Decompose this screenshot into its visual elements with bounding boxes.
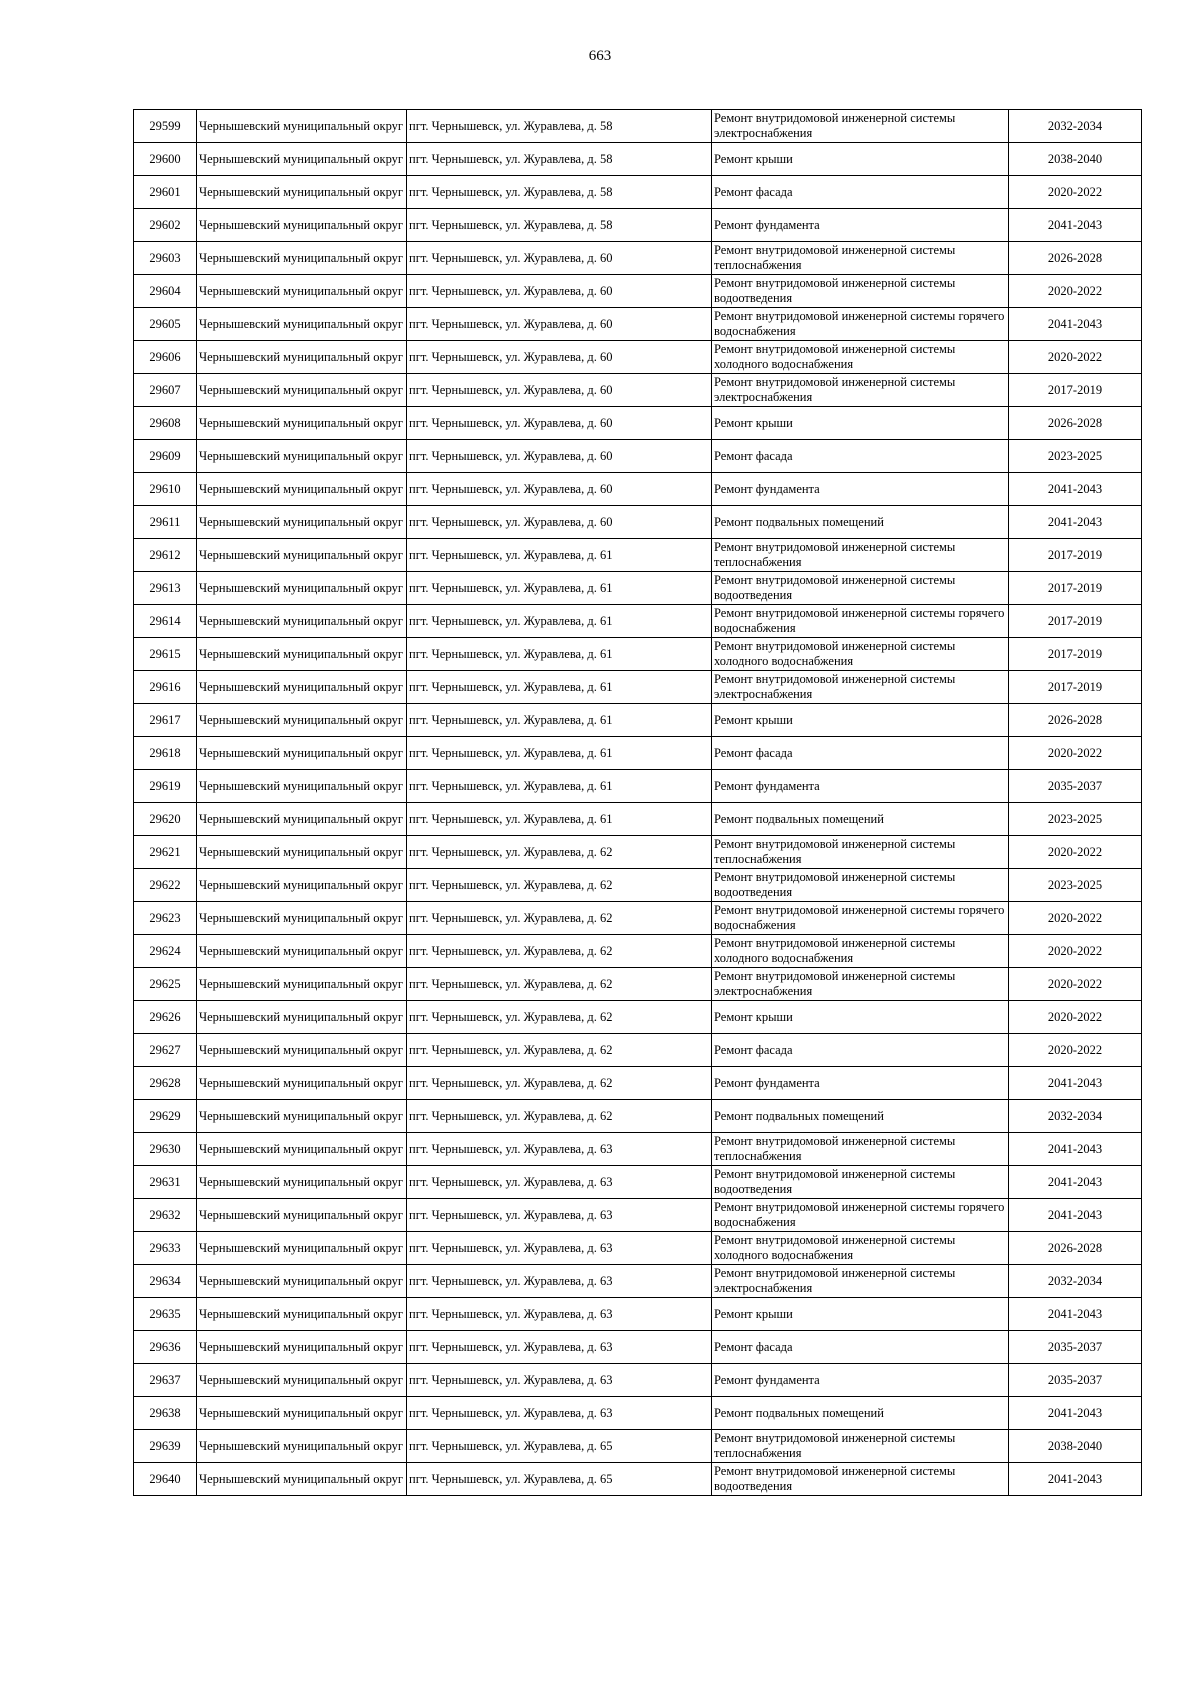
municipality-cell: Чернышевский муниципальный округ bbox=[197, 1001, 407, 1034]
work-type-cell: Ремонт внутридомовой инженерной системы теплоснабжения bbox=[712, 242, 1009, 275]
work-type-cell: Ремонт внутридомовой инженерной системы водоотведения bbox=[712, 1463, 1009, 1496]
municipality-cell: Чернышевский муниципальный округ bbox=[197, 1166, 407, 1199]
work-type-cell: Ремонт внутридомовой инженерной системы холодного водоснабжения bbox=[712, 935, 1009, 968]
table-row bbox=[134, 803, 1142, 836]
address-cell: пгт. Чернышевск, ул. Журавлева, д. 60 bbox=[407, 308, 712, 341]
row-number-cell: 29628 bbox=[134, 1067, 197, 1100]
page-number: 663 bbox=[588, 48, 612, 64]
period-cell: 2017-2019 bbox=[1009, 539, 1142, 572]
municipality-cell: Чернышевский муниципальный округ bbox=[197, 506, 407, 539]
work-type-cell: Ремонт внутридомовой инженерной системы водоотведения bbox=[712, 275, 1009, 308]
work-type-cell: Ремонт фасада bbox=[712, 176, 1009, 209]
period-cell: 2020-2022 bbox=[1009, 176, 1142, 209]
row-number-cell: 29613 bbox=[134, 572, 197, 605]
work-type-cell: Ремонт внутридомовой инженерной системы электроснабжения bbox=[712, 1265, 1009, 1298]
address-cell: пгт. Чернышевск, ул. Журавлева, д. 63 bbox=[407, 1199, 712, 1232]
address-cell: пгт. Чернышевск, ул. Журавлева, д. 60 bbox=[407, 473, 712, 506]
period-cell: 2020-2022 bbox=[1009, 836, 1142, 869]
table-row bbox=[134, 308, 1142, 341]
address-cell: пгт. Чернышевск, ул. Журавлева, д. 63 bbox=[407, 1166, 712, 1199]
table-row bbox=[134, 1463, 1142, 1496]
work-type-cell: Ремонт внутридомовой инженерной системы электроснабжения bbox=[712, 968, 1009, 1001]
address-cell: пгт. Чернышевск, ул. Журавлева, д. 60 bbox=[407, 242, 712, 275]
table-row bbox=[134, 704, 1142, 737]
period-cell: 2017-2019 bbox=[1009, 374, 1142, 407]
period-cell: 2026-2028 bbox=[1009, 242, 1142, 275]
row-number-cell: 29623 bbox=[134, 902, 197, 935]
period-cell: 2020-2022 bbox=[1009, 1001, 1142, 1034]
municipality-cell: Чернышевский муниципальный округ bbox=[197, 473, 407, 506]
row-number-cell: 29639 bbox=[134, 1430, 197, 1463]
table-row bbox=[134, 341, 1142, 374]
address-cell: пгт. Чернышевск, ул. Журавлева, д. 61 bbox=[407, 737, 712, 770]
table-row bbox=[134, 869, 1142, 902]
table-row bbox=[134, 935, 1142, 968]
work-type-cell: Ремонт подвальных помещений bbox=[712, 803, 1009, 836]
work-type-cell: Ремонт подвальных помещений bbox=[712, 1397, 1009, 1430]
row-number-cell: 29640 bbox=[134, 1463, 197, 1496]
work-type-cell: Ремонт фасада bbox=[712, 737, 1009, 770]
work-type-cell: Ремонт внутридомовой инженерной системы холодного водоснабжения bbox=[712, 638, 1009, 671]
period-cell: 2020-2022 bbox=[1009, 1034, 1142, 1067]
municipality-cell: Чернышевский муниципальный округ bbox=[197, 803, 407, 836]
municipality-cell: Чернышевский муниципальный округ bbox=[197, 1397, 407, 1430]
address-cell: пгт. Чернышевск, ул. Журавлева, д. 63 bbox=[407, 1265, 712, 1298]
row-number-cell: 29635 bbox=[134, 1298, 197, 1331]
municipality-cell: Чернышевский муниципальный округ bbox=[197, 605, 407, 638]
address-cell: пгт. Чернышевск, ул. Журавлева, д. 61 bbox=[407, 638, 712, 671]
work-type-cell: Ремонт внутридомовой инженерной системы электроснабжения bbox=[712, 671, 1009, 704]
work-type-cell: Ремонт подвальных помещений bbox=[712, 1100, 1009, 1133]
row-number-cell: 29638 bbox=[134, 1397, 197, 1430]
work-type-cell: Ремонт внутридомовой инженерной системы водоотведения bbox=[712, 572, 1009, 605]
row-number-cell: 29608 bbox=[134, 407, 197, 440]
work-type-cell: Ремонт внутридомовой инженерной системы холодного водоснабжения bbox=[712, 341, 1009, 374]
work-type-cell: Ремонт фасада bbox=[712, 1331, 1009, 1364]
address-cell: пгт. Чернышевск, ул. Журавлева, д. 62 bbox=[407, 1067, 712, 1100]
municipality-cell: Чернышевский муниципальный округ bbox=[197, 572, 407, 605]
row-number-cell: 29599 bbox=[134, 110, 197, 143]
period-cell: 2020-2022 bbox=[1009, 935, 1142, 968]
work-type-cell: Ремонт внутридомовой инженерной системы водоотведения bbox=[712, 869, 1009, 902]
municipality-cell: Чернышевский муниципальный округ bbox=[197, 1199, 407, 1232]
period-cell: 2035-2037 bbox=[1009, 1331, 1142, 1364]
table-row bbox=[134, 143, 1142, 176]
address-cell: пгт. Чернышевск, ул. Журавлева, д. 61 bbox=[407, 671, 712, 704]
address-cell: пгт. Чернышевск, ул. Журавлева, д. 61 bbox=[407, 572, 712, 605]
address-cell: пгт. Чернышевск, ул. Журавлева, д. 61 bbox=[407, 770, 712, 803]
table-row bbox=[134, 1430, 1142, 1463]
row-number-cell: 29619 bbox=[134, 770, 197, 803]
address-cell: пгт. Чернышевск, ул. Журавлева, д. 58 bbox=[407, 176, 712, 209]
address-cell: пгт. Чернышевск, ул. Журавлева, д. 63 bbox=[407, 1397, 712, 1430]
period-cell: 2041-2043 bbox=[1009, 1067, 1142, 1100]
row-number-cell: 29631 bbox=[134, 1166, 197, 1199]
municipality-cell: Чернышевский муниципальный округ bbox=[197, 737, 407, 770]
work-type-cell: Ремонт внутридомовой инженерной системы теплоснабжения bbox=[712, 1133, 1009, 1166]
municipality-cell: Чернышевский муниципальный округ bbox=[197, 1463, 407, 1496]
work-type-cell: Ремонт крыши bbox=[712, 143, 1009, 176]
table-row bbox=[134, 242, 1142, 275]
table-row bbox=[134, 539, 1142, 572]
table-row bbox=[134, 1067, 1142, 1100]
period-cell: 2041-2043 bbox=[1009, 1166, 1142, 1199]
row-number-cell: 29610 bbox=[134, 473, 197, 506]
municipality-cell: Чернышевский муниципальный округ bbox=[197, 1430, 407, 1463]
period-cell: 2032-2034 bbox=[1009, 1265, 1142, 1298]
period-cell: 2020-2022 bbox=[1009, 968, 1142, 1001]
work-type-cell: Ремонт фундамента bbox=[712, 770, 1009, 803]
row-number-cell: 29614 bbox=[134, 605, 197, 638]
period-cell: 2020-2022 bbox=[1009, 275, 1142, 308]
work-type-cell: Ремонт внутридомовой инженерной системы теплоснабжения bbox=[712, 1430, 1009, 1463]
period-cell: 2041-2043 bbox=[1009, 209, 1142, 242]
row-number-cell: 29629 bbox=[134, 1100, 197, 1133]
municipality-cell: Чернышевский муниципальный округ bbox=[197, 869, 407, 902]
table-row bbox=[134, 1100, 1142, 1133]
work-type-cell: Ремонт внутридомовой инженерной системы горячего водоснабжения bbox=[712, 605, 1009, 638]
municipality-cell: Чернышевский муниципальный округ bbox=[197, 1133, 407, 1166]
address-cell: пгт. Чернышевск, ул. Журавлева, д. 62 bbox=[407, 902, 712, 935]
row-number-cell: 29620 bbox=[134, 803, 197, 836]
address-cell: пгт. Чернышевск, ул. Журавлева, д. 62 bbox=[407, 1100, 712, 1133]
address-cell: пгт. Чернышевск, ул. Журавлева, д. 60 bbox=[407, 275, 712, 308]
work-type-cell: Ремонт фундамента bbox=[712, 473, 1009, 506]
municipality-cell: Чернышевский муниципальный округ bbox=[197, 209, 407, 242]
period-cell: 2023-2025 bbox=[1009, 440, 1142, 473]
municipality-cell: Чернышевский муниципальный округ bbox=[197, 1298, 407, 1331]
address-cell: пгт. Чернышевск, ул. Журавлева, д. 63 bbox=[407, 1133, 712, 1166]
address-cell: пгт. Чернышевск, ул. Журавлева, д. 62 bbox=[407, 968, 712, 1001]
work-type-cell: Ремонт подвальных помещений bbox=[712, 506, 1009, 539]
work-type-cell: Ремонт крыши bbox=[712, 704, 1009, 737]
municipality-cell: Чернышевский муниципальный округ bbox=[197, 935, 407, 968]
period-cell: 2041-2043 bbox=[1009, 1397, 1142, 1430]
address-cell: пгт. Чернышевск, ул. Журавлева, д. 58 bbox=[407, 143, 712, 176]
period-cell: 2023-2025 bbox=[1009, 803, 1142, 836]
address-cell: пгт. Чернышевск, ул. Журавлева, д. 60 bbox=[407, 341, 712, 374]
municipality-cell: Чернышевский муниципальный округ bbox=[197, 275, 407, 308]
row-number-cell: 29633 bbox=[134, 1232, 197, 1265]
table-row bbox=[134, 1166, 1142, 1199]
address-cell: пгт. Чернышевск, ул. Журавлева, д. 65 bbox=[407, 1463, 712, 1496]
address-cell: пгт. Чернышевск, ул. Журавлева, д. 61 bbox=[407, 605, 712, 638]
address-cell: пгт. Чернышевск, ул. Журавлева, д. 60 bbox=[407, 407, 712, 440]
row-number-cell: 29630 bbox=[134, 1133, 197, 1166]
address-cell: пгт. Чернышевск, ул. Журавлева, д. 63 bbox=[407, 1298, 712, 1331]
row-number-cell: 29612 bbox=[134, 539, 197, 572]
row-number-cell: 29609 bbox=[134, 440, 197, 473]
address-cell: пгт. Чернышевск, ул. Журавлева, д. 62 bbox=[407, 1034, 712, 1067]
address-cell: пгт. Чернышевск, ул. Журавлева, д. 61 bbox=[407, 539, 712, 572]
period-cell: 2035-2037 bbox=[1009, 770, 1142, 803]
work-type-cell: Ремонт внутридомовой инженерной системы горячего водоснабжения bbox=[712, 902, 1009, 935]
municipality-cell: Чернышевский муниципальный округ bbox=[197, 770, 407, 803]
period-cell: 2020-2022 bbox=[1009, 737, 1142, 770]
row-number-cell: 29637 bbox=[134, 1364, 197, 1397]
period-cell: 2035-2037 bbox=[1009, 1364, 1142, 1397]
period-cell: 2032-2034 bbox=[1009, 110, 1142, 143]
address-cell: пгт. Чернышевск, ул. Журавлева, д. 63 bbox=[407, 1232, 712, 1265]
municipality-cell: Чернышевский муниципальный округ bbox=[197, 1232, 407, 1265]
row-number-cell: 29616 bbox=[134, 671, 197, 704]
table-row bbox=[134, 1265, 1142, 1298]
row-number-cell: 29626 bbox=[134, 1001, 197, 1034]
period-cell: 2026-2028 bbox=[1009, 704, 1142, 737]
table-row bbox=[134, 473, 1142, 506]
row-number-cell: 29607 bbox=[134, 374, 197, 407]
period-cell: 2041-2043 bbox=[1009, 473, 1142, 506]
row-number-cell: 29600 bbox=[134, 143, 197, 176]
table-row bbox=[134, 737, 1142, 770]
municipality-cell: Чернышевский муниципальный округ bbox=[197, 110, 407, 143]
table-row bbox=[134, 1199, 1142, 1232]
address-cell: пгт. Чернышевск, ул. Журавлева, д. 61 bbox=[407, 704, 712, 737]
work-type-cell: Ремонт внутридомовой инженерной системы горячего водоснабжения bbox=[712, 1199, 1009, 1232]
address-cell: пгт. Чернышевск, ул. Журавлева, д. 60 bbox=[407, 506, 712, 539]
municipality-cell: Чернышевский муниципальный округ bbox=[197, 1364, 407, 1397]
row-number-cell: 29632 bbox=[134, 1199, 197, 1232]
address-cell: пгт. Чернышевск, ул. Журавлева, д. 60 bbox=[407, 374, 712, 407]
work-type-cell: Ремонт крыши bbox=[712, 407, 1009, 440]
work-type-cell: Ремонт фундамента bbox=[712, 1364, 1009, 1397]
municipality-cell: Чернышевский муниципальный округ bbox=[197, 539, 407, 572]
municipality-cell: Чернышевский муниципальный округ bbox=[197, 1067, 407, 1100]
work-type-cell: Ремонт крыши bbox=[712, 1298, 1009, 1331]
repair-schedule-table bbox=[133, 109, 1142, 1496]
work-type-cell: Ремонт фасада bbox=[712, 440, 1009, 473]
address-cell: пгт. Чернышевск, ул. Журавлева, д. 62 bbox=[407, 869, 712, 902]
work-type-cell: Ремонт внутридомовой инженерной системы теплоснабжения bbox=[712, 539, 1009, 572]
period-cell: 2041-2043 bbox=[1009, 1463, 1142, 1496]
period-cell: 2041-2043 bbox=[1009, 1133, 1142, 1166]
address-cell: пгт. Чернышевск, ул. Журавлева, д. 62 bbox=[407, 836, 712, 869]
row-number-cell: 29603 bbox=[134, 242, 197, 275]
address-cell: пгт. Чернышевск, ул. Журавлева, д. 65 bbox=[407, 1430, 712, 1463]
work-type-cell: Ремонт внутридомовой инженерной системы водоотведения bbox=[712, 1166, 1009, 1199]
table-row bbox=[134, 1298, 1142, 1331]
work-type-cell: Ремонт внутридомовой инженерной системы холодного водоснабжения bbox=[712, 1232, 1009, 1265]
municipality-cell: Чернышевский муниципальный округ bbox=[197, 143, 407, 176]
period-cell: 2026-2028 bbox=[1009, 1232, 1142, 1265]
address-cell: пгт. Чернышевск, ул. Журавлева, д. 61 bbox=[407, 803, 712, 836]
table-row bbox=[134, 407, 1142, 440]
period-cell: 2017-2019 bbox=[1009, 671, 1142, 704]
row-number-cell: 29625 bbox=[134, 968, 197, 1001]
municipality-cell: Чернышевский муниципальный округ bbox=[197, 308, 407, 341]
row-number-cell: 29636 bbox=[134, 1331, 197, 1364]
table-row bbox=[134, 671, 1142, 704]
work-type-cell: Ремонт фасада bbox=[712, 1034, 1009, 1067]
municipality-cell: Чернышевский муниципальный округ bbox=[197, 440, 407, 473]
table-row bbox=[134, 1001, 1142, 1034]
work-type-cell: Ремонт внутридомовой инженерной системы горячего водоснабжения bbox=[712, 308, 1009, 341]
table-row bbox=[134, 968, 1142, 1001]
work-type-cell: Ремонт внутридомовой инженерной системы теплоснабжения bbox=[712, 836, 1009, 869]
address-cell: пгт. Чернышевск, ул. Журавлева, д. 60 bbox=[407, 440, 712, 473]
address-cell: пгт. Чернышевск, ул. Журавлева, д. 62 bbox=[407, 1001, 712, 1034]
table-row bbox=[134, 1364, 1142, 1397]
work-type-cell: Ремонт внутридомовой инженерной системы электроснабжения bbox=[712, 374, 1009, 407]
table-body bbox=[134, 110, 1142, 1496]
period-cell: 2023-2025 bbox=[1009, 869, 1142, 902]
row-number-cell: 29605 bbox=[134, 308, 197, 341]
address-cell: пгт. Чернышевск, ул. Журавлева, д. 58 bbox=[407, 110, 712, 143]
municipality-cell: Чернышевский муниципальный округ bbox=[197, 1100, 407, 1133]
municipality-cell: Чернышевский муниципальный округ bbox=[197, 638, 407, 671]
municipality-cell: Чернышевский муниципальный округ bbox=[197, 902, 407, 935]
period-cell: 2038-2040 bbox=[1009, 1430, 1142, 1463]
table-row bbox=[134, 572, 1142, 605]
period-cell: 2041-2043 bbox=[1009, 1298, 1142, 1331]
table-row bbox=[134, 440, 1142, 473]
municipality-cell: Чернышевский муниципальный округ bbox=[197, 704, 407, 737]
work-type-cell: Ремонт внутридомовой инженерной системы электроснабжения bbox=[712, 110, 1009, 143]
period-cell: 2017-2019 bbox=[1009, 572, 1142, 605]
period-cell: 2041-2043 bbox=[1009, 308, 1142, 341]
table-row bbox=[134, 209, 1142, 242]
period-cell: 2020-2022 bbox=[1009, 902, 1142, 935]
period-cell: 2017-2019 bbox=[1009, 605, 1142, 638]
row-number-cell: 29634 bbox=[134, 1265, 197, 1298]
municipality-cell: Чернышевский муниципальный округ bbox=[197, 671, 407, 704]
row-number-cell: 29617 bbox=[134, 704, 197, 737]
table-row bbox=[134, 770, 1142, 803]
table-row bbox=[134, 374, 1142, 407]
municipality-cell: Чернышевский муниципальный округ bbox=[197, 341, 407, 374]
table-row bbox=[134, 836, 1142, 869]
period-cell: 2041-2043 bbox=[1009, 1199, 1142, 1232]
row-number-cell: 29618 bbox=[134, 737, 197, 770]
table-row bbox=[134, 1034, 1142, 1067]
municipality-cell: Чернышевский муниципальный округ bbox=[197, 1265, 407, 1298]
period-cell: 2026-2028 bbox=[1009, 407, 1142, 440]
table-row bbox=[134, 1133, 1142, 1166]
address-cell: пгт. Чернышевск, ул. Журавлева, д. 63 bbox=[407, 1364, 712, 1397]
municipality-cell: Чернышевский муниципальный округ bbox=[197, 968, 407, 1001]
municipality-cell: Чернышевский муниципальный округ bbox=[197, 242, 407, 275]
period-cell: 2038-2040 bbox=[1009, 143, 1142, 176]
row-number-cell: 29604 bbox=[134, 275, 197, 308]
period-cell: 2017-2019 bbox=[1009, 638, 1142, 671]
row-number-cell: 29615 bbox=[134, 638, 197, 671]
municipality-cell: Чернышевский муниципальный округ bbox=[197, 1331, 407, 1364]
address-cell: пгт. Чернышевск, ул. Журавлева, д. 62 bbox=[407, 935, 712, 968]
table-row bbox=[134, 176, 1142, 209]
row-number-cell: 29606 bbox=[134, 341, 197, 374]
address-cell: пгт. Чернышевск, ул. Журавлева, д. 63 bbox=[407, 1331, 712, 1364]
table-row bbox=[134, 506, 1142, 539]
period-cell: 2032-2034 bbox=[1009, 1100, 1142, 1133]
municipality-cell: Чернышевский муниципальный округ bbox=[197, 1034, 407, 1067]
work-type-cell: Ремонт крыши bbox=[712, 1001, 1009, 1034]
row-number-cell: 29627 bbox=[134, 1034, 197, 1067]
address-cell: пгт. Чернышевск, ул. Журавлева, д. 58 bbox=[407, 209, 712, 242]
municipality-cell: Чернышевский муниципальный округ bbox=[197, 836, 407, 869]
row-number-cell: 29611 bbox=[134, 506, 197, 539]
row-number-cell: 29602 bbox=[134, 209, 197, 242]
municipality-cell: Чернышевский муниципальный округ bbox=[197, 176, 407, 209]
work-type-cell: Ремонт фундамента bbox=[712, 1067, 1009, 1100]
table-row bbox=[134, 1232, 1142, 1265]
period-cell: 2020-2022 bbox=[1009, 341, 1142, 374]
table-row bbox=[134, 902, 1142, 935]
municipality-cell: Чернышевский муниципальный округ bbox=[197, 374, 407, 407]
table-row bbox=[134, 605, 1142, 638]
row-number-cell: 29601 bbox=[134, 176, 197, 209]
table-row bbox=[134, 638, 1142, 671]
row-number-cell: 29621 bbox=[134, 836, 197, 869]
period-cell: 2041-2043 bbox=[1009, 506, 1142, 539]
work-type-cell: Ремонт фундамента bbox=[712, 209, 1009, 242]
row-number-cell: 29622 bbox=[134, 869, 197, 902]
table-row bbox=[134, 110, 1142, 143]
table-row bbox=[134, 1397, 1142, 1430]
row-number-cell: 29624 bbox=[134, 935, 197, 968]
municipality-cell: Чернышевский муниципальный округ bbox=[197, 407, 407, 440]
table-row bbox=[134, 275, 1142, 308]
table-row bbox=[134, 1331, 1142, 1364]
